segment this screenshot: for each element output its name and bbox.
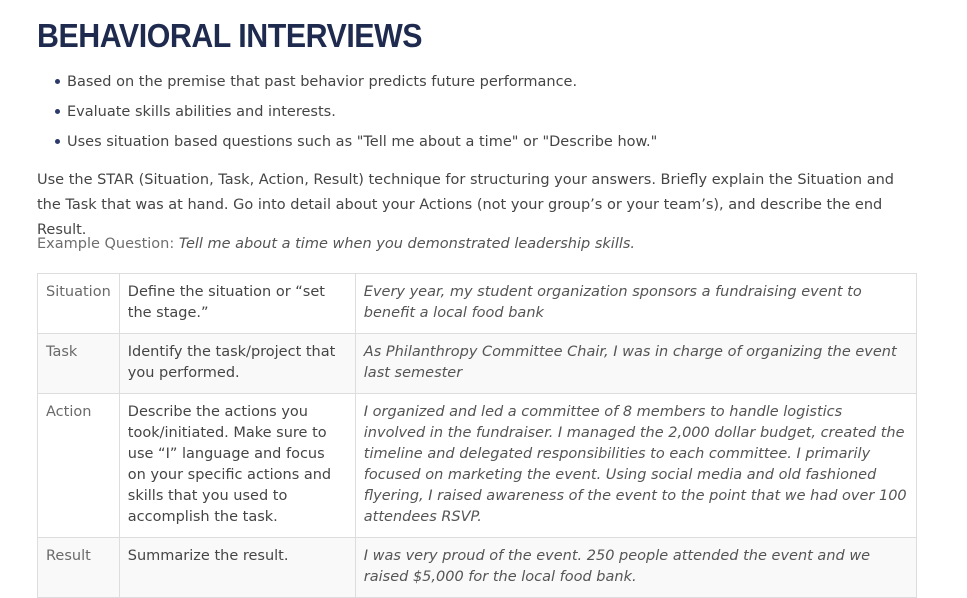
row-example: I organized and led a committee of 8 members to handle logistics involved in the fundraiser. I managed the 2,000 dollar budget, created the timeline and delegated responsibilities to each committee. I primarily focused on marketing the event. Using social media and old fashioned flyering, I raised awareness of the event to the point that we had over 100 attendees RSVP.	[355, 394, 916, 538]
example-question	[37, 233, 635, 255]
example-question-text: Tell me about a time when you demonstrated leadership skills.	[178, 236, 636, 252]
table-row	[38, 394, 917, 538]
table-row	[38, 274, 917, 334]
row-definition: Define the situation or “set the stage.”	[119, 274, 355, 334]
row-definition: Identify the task/project that you performed.	[119, 334, 355, 394]
example-question-label: Example Question:	[37, 236, 179, 252]
row-definition: Summarize the result.	[119, 538, 355, 598]
page-title: BEHAVIORAL INTERVIEWS	[37, 17, 423, 54]
bullet-text: Evaluate skills abilities and interests.	[67, 104, 336, 120]
bullet-item	[37, 101, 917, 131]
row-example: Every year, my student organization sponsors a fundraising event to benefit a local food bank	[355, 274, 916, 334]
star-table	[37, 273, 917, 598]
row-example: As Philanthropy Committee Chair, I was in charge of organizing the event last semester	[355, 334, 916, 394]
premise-bullet-list	[37, 71, 917, 161]
row-label: Situation	[38, 274, 120, 334]
bullet-dot-icon	[55, 139, 60, 144]
row-label: Result	[38, 538, 120, 598]
bullet-dot-icon	[55, 79, 60, 84]
bullet-text: Uses situation based questions such as "Tell me about a time" or "Describe how."	[67, 134, 658, 150]
row-example: I was very proud of the event. 250 people attended the event and we raised $5,000 for the local food bank.	[355, 538, 916, 598]
bullet-item	[37, 131, 917, 161]
table-row	[38, 334, 917, 394]
bullet-item	[37, 71, 917, 101]
star-intro-paragraph: Use the STAR (Situation, Task, Action, Result) technique for structuring your answers. Briefly explain the Situation and the Task that was at hand. Go into detail about your Actions (not your group’s or your team’s), and describe the end Result.	[37, 172, 894, 238]
bullet-dot-icon	[55, 109, 60, 114]
bullet-text: Based on the premise that past behavior predicts future performance.	[67, 74, 578, 90]
row-label: Task	[38, 334, 120, 394]
row-definition: Describe the actions you took/initiated. Make sure to use “I” language and focus on your specific actions and skills that you used to accomplish the task.	[119, 394, 355, 538]
row-label: Action	[38, 394, 120, 538]
